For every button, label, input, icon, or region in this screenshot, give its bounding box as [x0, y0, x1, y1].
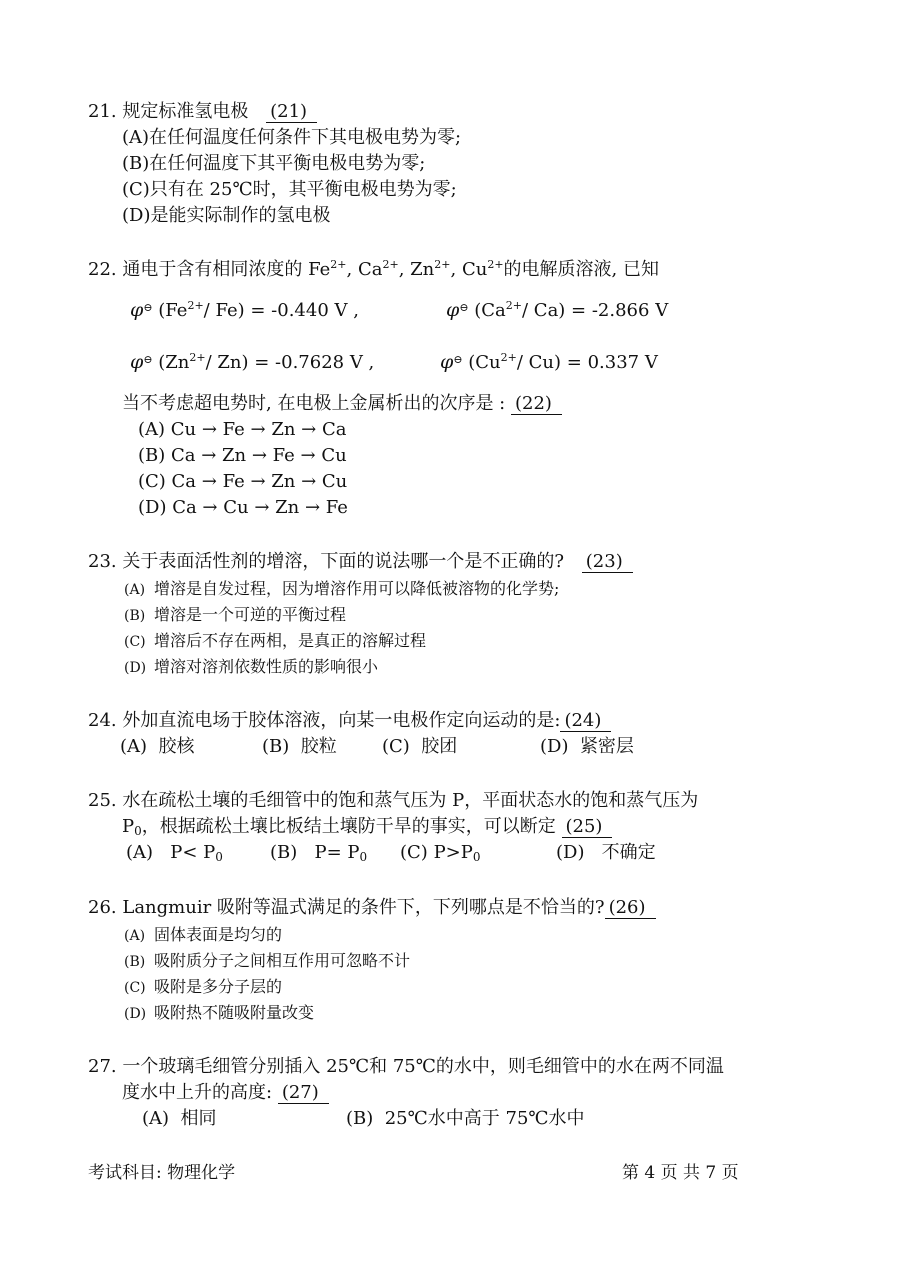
standard-symbol: ⊖ — [459, 301, 469, 314]
option-label: (B) — [346, 1108, 374, 1129]
question-21-option-d: (D)是能实际制作的氢电极 — [122, 205, 331, 226]
question-number: 24. — [88, 710, 117, 731]
question-21-option-b: (B)在任何温度下其平衡电极电势为零; — [122, 153, 426, 174]
phi-symbol: φ — [130, 351, 144, 373]
question-text: ，根据疏松土壤比板结土壤防干旱的事实，可以断定 — [141, 816, 556, 837]
question-22-stem — [88, 258, 659, 282]
question-24-option-b — [262, 735, 337, 759]
question-number: 23. — [88, 551, 117, 572]
question-26-option-b — [124, 949, 410, 974]
question-text: 的电解质溶液, 已知 — [503, 259, 659, 280]
option-text: 固体表面是均匀的 — [154, 925, 283, 944]
question-text: 当不考虑超电势时, 在电极上金属析出的次序是 : — [122, 393, 506, 414]
separator: , — [398, 259, 405, 280]
question-22-option-d: (D) Ca → Cu → Zn → Fe — [138, 497, 348, 518]
question-number: 21. — [88, 101, 117, 122]
option-label: (D) — [540, 736, 569, 757]
potential-label: (Zn — [158, 352, 190, 373]
potential-fe — [130, 298, 359, 323]
question-25-stem-line1 — [88, 789, 698, 813]
question-text: 一个玻璃毛细管分别插入 25℃和 75℃的水中，则毛细管中的水在两不同温 — [122, 1056, 724, 1077]
option-label: (C) — [382, 736, 410, 757]
subscript: 0 — [134, 824, 142, 838]
potential-label: (Cu — [468, 352, 501, 373]
option-text: 胶团 — [421, 736, 458, 757]
question-23-option-a — [124, 577, 559, 602]
option-label: (D) — [124, 1006, 147, 1022]
option-text: 吸附热不随吸附量改变 — [154, 1003, 315, 1022]
question-number: 26. — [88, 897, 117, 918]
separator: , — [450, 259, 457, 280]
question-25-option-c — [400, 841, 481, 865]
potential-label: (Fe — [158, 300, 188, 321]
phi-symbol: φ — [130, 299, 144, 321]
option-text: 胶粒 — [300, 736, 337, 757]
option-label: (B) — [124, 608, 146, 624]
question-number: 27. — [88, 1056, 117, 1077]
footer-page-number: 第 4 页 共 7 页 — [622, 1163, 739, 1183]
question-26-stem — [88, 896, 656, 920]
answer-blank: (24) — [560, 711, 611, 732]
question-25-stem-line2 — [122, 815, 612, 839]
phi-symbol: φ — [446, 299, 460, 321]
question-text: 水在疏松土壤的毛细管中的饱和蒸气压为 P，平面状态水的饱和蒸气压为 — [122, 790, 699, 811]
option-text: 紧密层 — [579, 736, 634, 757]
question-22-option-c: (C) Ca → Fe → Zn → Cu — [138, 471, 348, 492]
option-label: (A) — [126, 842, 154, 863]
question-25-option-b — [270, 841, 367, 865]
option-text: 胶核 — [158, 736, 195, 757]
question-27-option-a — [142, 1107, 217, 1131]
option-label: (D) — [556, 842, 585, 863]
ion-cu: Cu — [461, 259, 488, 280]
standard-symbol: ⊖ — [453, 353, 463, 366]
answer-blank: (22) — [511, 394, 562, 415]
question-25-option-d — [556, 841, 656, 865]
option-text: P< P — [170, 842, 216, 863]
option-label: (B) — [124, 954, 146, 970]
option-text: 增溶后不存在两相，是真正的溶解过程 — [154, 631, 427, 650]
phi-symbol: φ — [440, 351, 454, 373]
symbol-p: P — [122, 816, 135, 837]
question-26-option-a — [124, 923, 282, 948]
option-text: P= P — [314, 842, 360, 863]
question-text: 度水中上升的高度: — [122, 1082, 273, 1103]
question-23-stem — [88, 550, 633, 574]
question-21-option-c: (C)只有在 25℃时，其平衡电极电势为零; — [122, 179, 457, 200]
option-text: 25℃水中高于 75℃水中 — [384, 1108, 585, 1129]
answer-blank: (27) — [278, 1083, 329, 1104]
question-24-stem — [88, 709, 611, 733]
standard-symbol: ⊖ — [143, 353, 153, 366]
potential-value: / Zn) = -0.7628 V , — [205, 352, 375, 373]
question-23-option-c — [124, 629, 426, 654]
question-text: Langmuir 吸附等温式满足的条件下，下列哪点是不恰当的? — [122, 897, 605, 918]
answer-blank: (23) — [582, 552, 633, 573]
answer-blank: (21) — [266, 102, 317, 123]
standard-symbol: ⊖ — [143, 301, 153, 314]
question-24-option-c — [382, 735, 457, 759]
question-text: 关于表面活性剂的增溶，下面的说法哪一个是不正确的? — [122, 551, 565, 572]
ion-charge: 2+ — [487, 258, 504, 271]
question-26-option-d — [124, 1001, 314, 1026]
question-21-stem — [88, 100, 317, 124]
separator: , — [346, 259, 353, 280]
option-text: 增溶是一个可逆的平衡过程 — [154, 605, 347, 624]
option-text: 吸附是多分子层的 — [154, 977, 283, 996]
ion-ca: Ca — [357, 259, 383, 280]
option-text: 增溶对溶剂依数性质的影响很小 — [154, 657, 379, 676]
option-label: (C) — [124, 634, 146, 650]
question-23-option-b — [124, 603, 346, 628]
option-text: P>P — [433, 842, 473, 863]
potential-ca — [446, 298, 668, 323]
option-label: (C) — [124, 980, 146, 996]
question-21-option-a: (A)在任何温度任何条件下其电极电势为零; — [122, 127, 462, 148]
question-27-option-b — [346, 1107, 585, 1131]
answer-blank: (26) — [605, 898, 656, 919]
ion-charge: 2+ — [434, 258, 451, 271]
subscript: 0 — [472, 850, 481, 864]
question-24-option-a — [120, 735, 195, 759]
potential-value: / Ca) = -2.866 V — [522, 300, 669, 321]
question-number: 25. — [88, 790, 117, 811]
question-22-prompt — [122, 392, 562, 416]
potential-value: / Cu) = 0.337 V — [516, 352, 658, 373]
option-label: (B) — [262, 736, 290, 757]
option-text: 相同 — [180, 1108, 217, 1129]
question-27-stem-line1 — [88, 1055, 724, 1079]
option-label: (A) — [124, 928, 146, 944]
potential-zn — [130, 350, 374, 375]
ion-charge: 2+ — [189, 351, 206, 364]
option-label: (B) — [270, 842, 298, 863]
potential-cu — [440, 350, 658, 375]
question-22-option-b: (B) Ca → Zn → Fe → Cu — [138, 445, 347, 466]
question-text: 规定标准氢电极 — [122, 101, 249, 122]
question-26-option-c — [124, 975, 282, 1000]
potential-label: (Ca — [474, 300, 506, 321]
ion-zn: Zn — [410, 259, 435, 280]
option-text: 吸附质分子之间相互作用可忽略不计 — [154, 951, 411, 970]
question-number: 22. — [88, 259, 117, 280]
question-25-option-a — [126, 841, 223, 865]
option-label: (C) — [400, 842, 428, 863]
question-23-option-d — [124, 655, 378, 680]
question-text: 通电于含有相同浓度的 Fe — [122, 259, 331, 280]
potential-value: / Fe) = -0.440 V , — [203, 300, 359, 321]
option-label: (A) — [142, 1108, 170, 1129]
subscript: 0 — [359, 850, 368, 864]
answer-blank: (25) — [562, 817, 613, 838]
ion-charge: 2+ — [187, 299, 204, 312]
option-text: 不确定 — [601, 842, 656, 863]
question-22-option-a: (A) Cu → Fe → Zn → Ca — [138, 419, 347, 440]
footer-subject: 考试科目: 物理化学 — [88, 1163, 236, 1183]
ion-charge: 2+ — [330, 258, 347, 271]
ion-charge: 2+ — [382, 258, 399, 271]
ion-charge: 2+ — [500, 351, 517, 364]
option-label: (A) — [120, 736, 148, 757]
question-text: 外加直流电场于胶体溶液，向某一电极作定向运动的是: — [122, 710, 561, 731]
option-label: (A) — [124, 582, 146, 598]
question-27-stem-line2 — [122, 1081, 329, 1105]
ion-charge: 2+ — [505, 299, 523, 312]
question-24-option-d — [540, 735, 634, 759]
option-label: (D) — [124, 660, 147, 676]
option-text: 增溶是自发过程，因为增溶作用可以降低被溶物的化学势; — [154, 579, 560, 598]
subscript: 0 — [215, 850, 223, 864]
